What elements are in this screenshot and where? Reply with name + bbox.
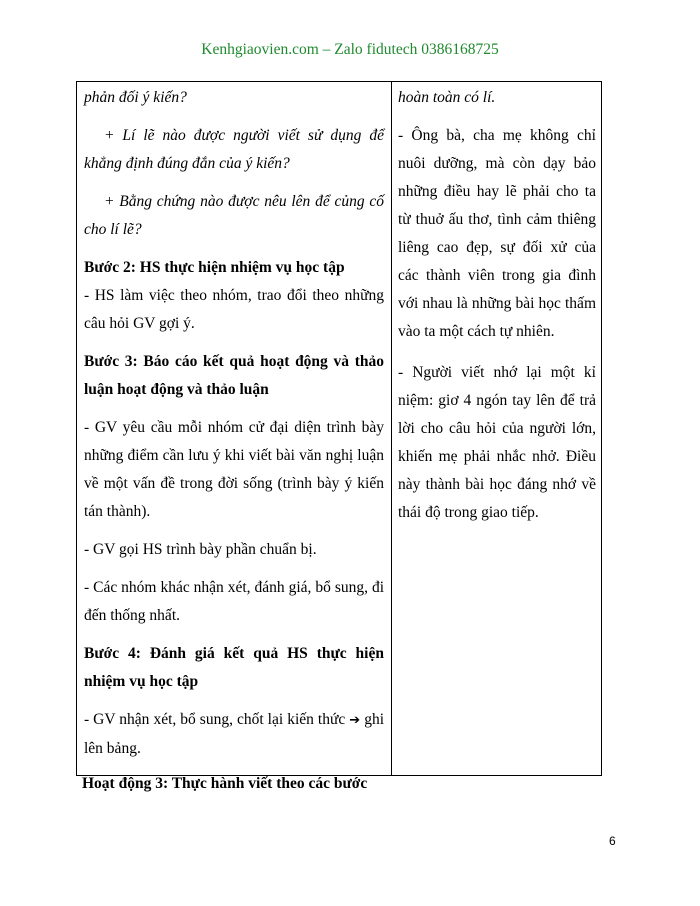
arrow-right-icon: ➔ [349, 713, 361, 728]
step-3-text: - GV yêu cầu mỗi nhóm cử đại diện trình bày những điểm cần lưu ý khi viết bài văn nghị luận về một vấn đề trong đời sống (trình bày ý kiến tán thành). [84, 419, 384, 520]
step-4-text-b: ghi lên bảng. [84, 711, 385, 757]
step-4-title: Bước 4: Đánh giá kết quả HS thực hiện nhiệm vụ học tập [84, 645, 384, 690]
step-4-text [84, 706, 384, 763]
product-text: hoàn toàn có lí. [398, 89, 496, 106]
step-2-title: Bước 2: HS thực hiện nhiệm vụ học tập [84, 259, 345, 276]
product-column [398, 84, 596, 527]
page-number: 6 [609, 834, 616, 848]
activity-column [84, 84, 384, 763]
step-3-title: Bước 3: Báo cáo kết quả hoạt động và thảo luận hoạt động và thảo luận [84, 353, 384, 398]
lesson-table [76, 81, 602, 776]
column-divider [391, 82, 392, 775]
product-text: - Ông bà, cha mẹ không chỉ nuôi dưỡng, mà còn dạy bảo những điều hay lẽ phải cho ta từ thuở ấu thơ, tình cảm thiêng liêng cao đẹp, sự đối xử của các thành viên trong gia đình với nhau là những bài học thấm vào ta một cách tự nhiên. [398, 127, 596, 340]
step-3-text: - Các nhóm khác nhận xét, đánh giá, bổ sung, đi đến thống nhất. [84, 579, 384, 624]
step-3-text: - GV gọi HS trình bày phần chuẩn bị. [84, 541, 317, 558]
page-header: Kenhgiaovien.com – Zalo fidutech 0386168725 [201, 41, 499, 58]
activity-3-heading: Hoạt động 3: Thực hành viết theo các bước [82, 775, 368, 792]
question-text: + Bằng chứng nào được nêu lên để củng cố cho lí lẽ? [84, 193, 384, 238]
question-text: phản đối ý kiến? [84, 89, 187, 106]
step-2-text: - HS làm việc theo nhóm, trao đổi theo những câu hỏi GV gợi ý. [84, 287, 384, 332]
product-text: - Người viết nhớ lại một kỉ niệm: giơ 4 ngón tay lên để trả lời cho câu hỏi của người lớn, khiến mẹ phải nhắc nhở. Điều này thành bài học đáng nhớ về thái độ trong giao tiếp. [398, 364, 596, 521]
question-text: + Lí lẽ nào được người viết sử dụng để khẳng định đúng đắn của ý kiến? [84, 127, 384, 172]
step-4-text-a: - GV nhận xét, bổ sung, chốt lại kiến thức [84, 711, 346, 728]
